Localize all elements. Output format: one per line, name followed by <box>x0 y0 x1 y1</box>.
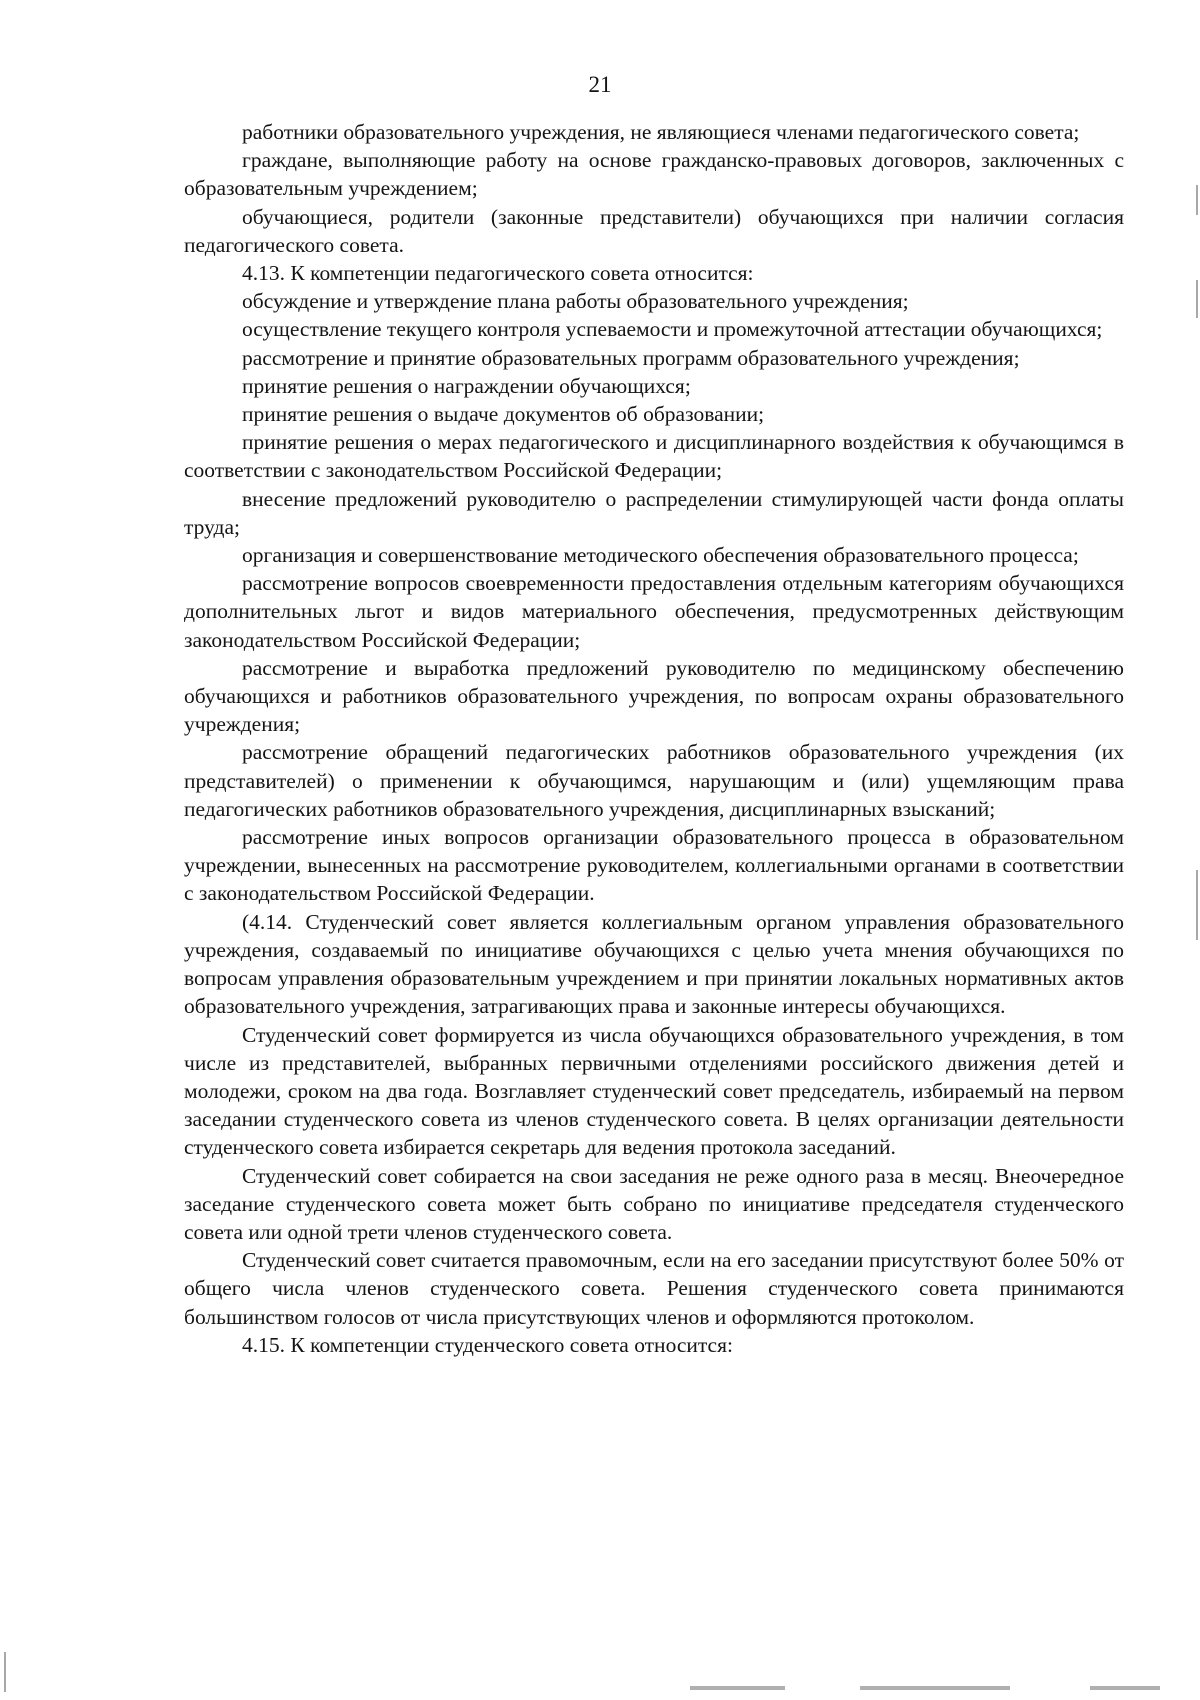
paragraph: организация и совершенствование методического обеспечения образовательного процесса; <box>242 543 1079 568</box>
paragraph: рассмотрение иных вопросов организации образовательного процесса в образовательном учреждении, вынесенных на рассмотрение руководителем, коллегиальными органами в соответствии с законодательством Российской Федерации. <box>184 825 1124 906</box>
paragraph: Студенческий совет собирается на свои заседания не реже одного раза в месяц. Внеочередное заседание студенческого совета может быть собрано по инициативе председателя студенческого совета или одной трети членов студенческого совета. <box>184 1163 1124 1244</box>
paragraph: работники образовательного учреждения, не являющиеся членами педагогического совета; <box>242 120 1080 144</box>
paragraph: Студенческий совет формируется из числа обучающихся образовательного учреждения, в том числе из представителей, выбранных первичными отделениями российского движения детей и молодежи, сроком на два года. Возглавляет студенческий совет председатель, избираемый на первом заседании студенческого совета из членов студенческого совета. В целях организации деятельности студенческого совета избирается секретарь для ведения протокола заседаний. <box>184 1022 1124 1160</box>
paragraph: рассмотрение вопросов своевременности предоставления отдельным категориям обучающихся дополнительных льгот и видов материального обеспечения, предусмотренных действующим законодательством Российской Федерации; <box>184 571 1124 652</box>
paragraph: рассмотрение и выработка предложений руководителю по медицинскому обеспечению обучающихся и работников образовательного учреждения, по вопросам охраны образовательного учреждения; <box>184 655 1124 737</box>
scan-bottom-mark <box>690 1686 785 1690</box>
paragraph: обсуждение и утверждение плана работы образовательного учреждения; <box>242 289 909 314</box>
scan-edge-mark <box>1196 870 1198 940</box>
paragraph: обучающиеся, родители (законные представители) обучающихся при наличии согласия педагогического совета. <box>184 204 1124 257</box>
paragraph: рассмотрение и принятие образовательных программ образовательного учреждения; <box>242 345 1020 370</box>
scan-bottom-mark <box>1090 1686 1160 1690</box>
paragraph: граждане, выполняющие работу на основе гражданско-правовых договоров, заключенных с образовательным учреждением; <box>184 148 1124 201</box>
scan-bottom-mark <box>860 1686 1010 1690</box>
paragraph: (4.14. Студенческий совет является коллегиальным органом управления образовательного учреждения, создаваемый по инициативе обучающихся с целью учета мнения обучающихся по вопросам управления образовательным учреждением и при принятии локальных нормативных актов образовательного учреждения, затрагивающих права и законные интересы обучающихся. <box>184 909 1124 1019</box>
paragraph: 4.13. К компетенции педагогического совета относится: <box>242 261 754 286</box>
paragraph: рассмотрение обращений педагогических работников образовательного учреждения (их представителей) о применении к обучающимся, нарушающим и (или) ущемляющим права педагогических работников образовательного учреждения, дисциплинарных взысканий; <box>184 740 1124 821</box>
paragraph: Студенческий совет считается правомочным, если на его заседании присутствуют более 50% от общего числа членов студенческого совета. Решения студенческого совета принимаются большинством голосов от числа присутствующих членов и оформляются протоколом. <box>184 1248 1124 1329</box>
paragraph: осуществление текущего контроля успеваемости и промежуточной аттестации обучающихся; <box>242 317 1103 342</box>
document-body <box>184 118 1124 1359</box>
paragraph: принятие решения о мерах педагогического и дисциплинарного воздействия к обучающимся в соответствии с законодательством Российской Федерации; <box>184 430 1124 483</box>
scan-edge-mark <box>1196 280 1198 318</box>
scan-edge-mark <box>4 1652 6 1692</box>
page-number: 21 <box>588 72 612 97</box>
paragraph: 4.15. К компетенции студенческого совета относится: <box>242 1332 733 1357</box>
scan-edge-mark <box>1196 185 1198 215</box>
paragraph: принятие решения о выдаче документов об образовании; <box>242 402 765 427</box>
paragraph: принятие решения о награждении обучающихся; <box>242 373 691 398</box>
paragraph: внесение предложений руководителю о распределении стимулирующей части фонда оплаты труда; <box>184 486 1124 539</box>
